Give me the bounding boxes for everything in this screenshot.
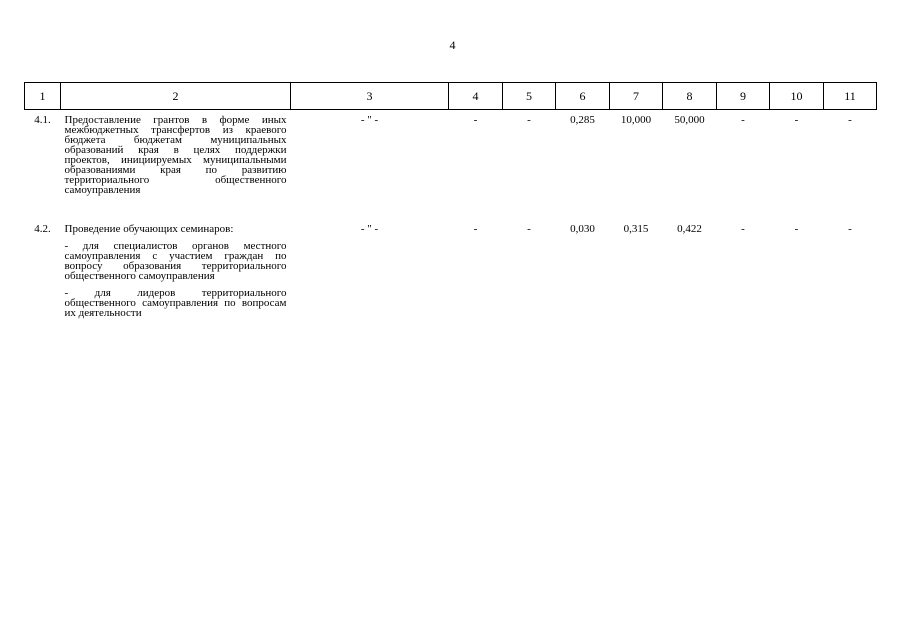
description-paragraph: Предоставление грантов в форме иных межбюджетных трансфертов из краевого бюджета бюджетам муниципальных образований края в целях поддержки проектов, инициируемых муниципальными образованиями края по развитию территориального общественного самоуправления [64, 114, 287, 196]
value-cell-9: - [741, 223, 745, 235]
value-cell-10: - [794, 114, 799, 126]
value-cell-10: - [794, 223, 799, 235]
value-cell-11: - [848, 114, 852, 126]
col-header-8: 8 [663, 83, 717, 110]
row-number: 4.1. [34, 114, 51, 126]
description-paragraph: - для лидеров территориального общественного самоуправления по вопросам их деятельности [64, 287, 287, 319]
col-header-9: 9 [717, 83, 770, 110]
executor-cell: - " - [360, 114, 379, 126]
col-header-3: 3 [291, 83, 449, 110]
value-cell-5: - [527, 114, 531, 126]
value-cell-8: 50,000 [674, 114, 705, 126]
col-header-10: 10 [770, 83, 824, 110]
row-description [61, 219, 291, 325]
col-header-7: 7 [610, 83, 663, 110]
description-paragraph: Проведение обучающих семинаров: [64, 223, 234, 235]
value-cell-7: 0,315 [623, 223, 649, 235]
col-header-4: 4 [449, 83, 503, 110]
program-table [24, 82, 877, 325]
value-cell-4: - [473, 223, 478, 235]
col-header-2: 2 [61, 83, 291, 110]
value-cell-8: 0,422 [677, 223, 702, 235]
value-cell-6: 0,030 [570, 223, 595, 235]
value-cell-5: - [527, 223, 531, 235]
col-header-11: 11 [824, 83, 877, 110]
value-cell-7: 10,000 [620, 114, 652, 126]
col-header-6: 6 [556, 83, 610, 110]
table-header-row [25, 83, 877, 110]
table-row [25, 219, 877, 325]
value-cell-9: - [741, 114, 745, 126]
value-cell-4: - [473, 114, 478, 126]
row-number: 4.2. [34, 223, 51, 235]
description-paragraph: - для специалистов органов местного самоуправления с участием граждан по вопросу образования территориального общественного самоуправления [64, 240, 287, 282]
value-cell-11: - [848, 223, 852, 235]
col-header-5: 5 [503, 83, 556, 110]
row-description [61, 110, 291, 220]
value-cell-6: 0,285 [570, 114, 595, 126]
page-number: 4 [449, 38, 456, 52]
table-row [25, 110, 877, 220]
executor-cell: - " - [360, 223, 379, 235]
col-header-1: 1 [25, 83, 61, 110]
